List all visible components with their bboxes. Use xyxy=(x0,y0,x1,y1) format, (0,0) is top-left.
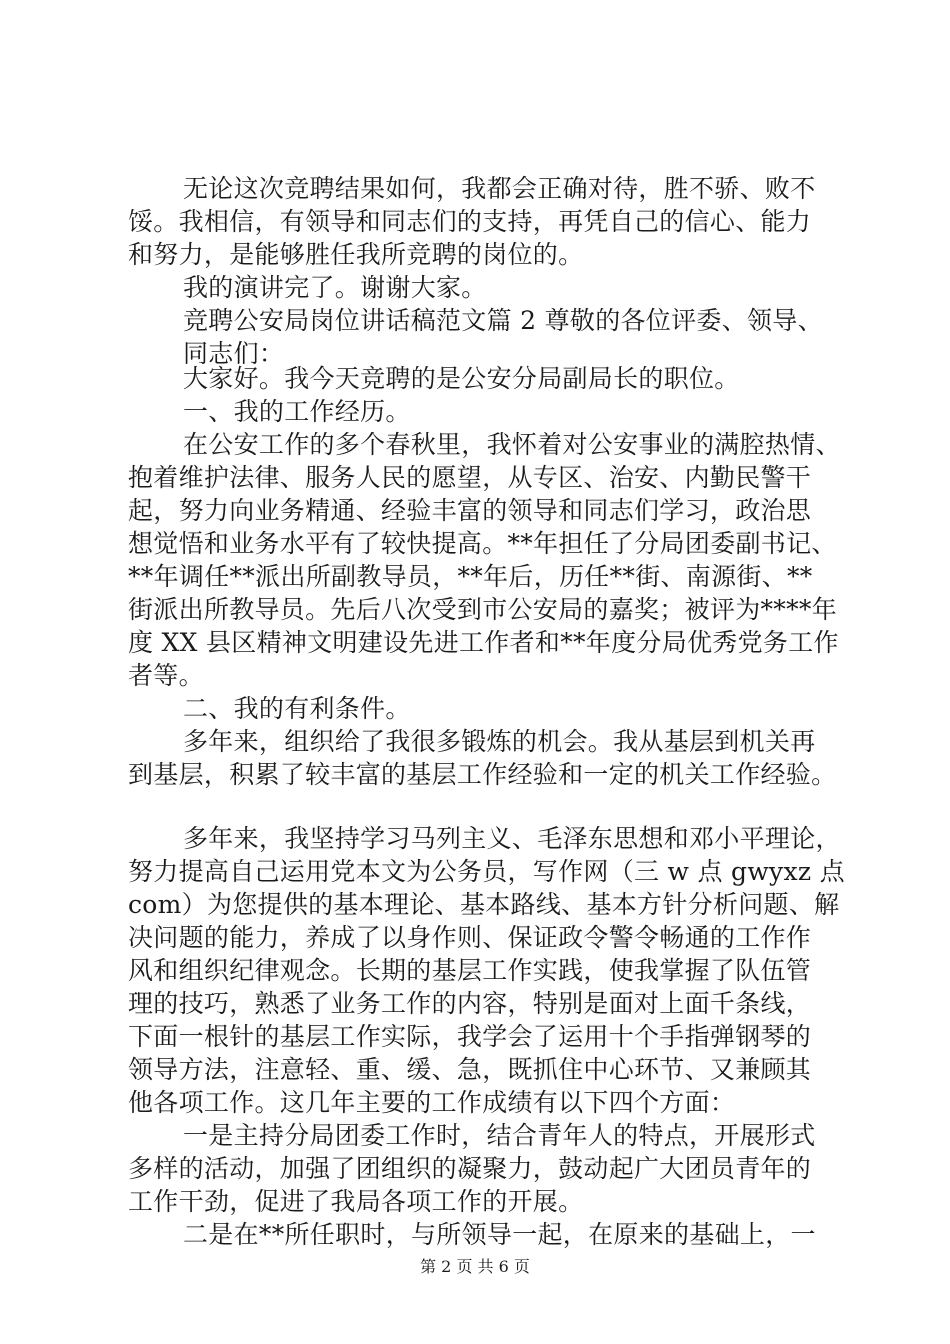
section-heading: 一、我的工作经历。 xyxy=(183,397,411,426)
text-line: 起，努力向业务精通、经验丰富的领导和同志们学习，政治思 xyxy=(128,496,812,525)
text-line: 竞聘公安局岗位讲话稿范文篇 2 尊敬的各位评委、领导、 xyxy=(183,306,823,335)
text-line: 二是在**所任职时，与所领导一起，在原来的基础上，一 xyxy=(183,1220,816,1249)
text-line: 一是主持分局团委工作时，结合青年人的特点，开展形式 xyxy=(183,1121,816,1150)
text-line: 多样的活动，加强了团组织的凝聚力，鼓动起广大团员青年的 xyxy=(128,1154,812,1183)
text-line: 努力提高自己运用党本文为公务员，写作网（三 w 点 gwyxz 点 xyxy=(128,857,845,886)
text-line: 馁。我相信，有领导和同志们的支持，再凭自己的信心、能力 xyxy=(128,207,812,236)
text-line: 多年来，组织给了我很多锻炼的机会。我从基层到机关再 xyxy=(183,727,816,756)
text-line: com）为您提供的基本理论、基本路线、基本方针分析问题、解 xyxy=(128,890,840,919)
text-line: 在公安工作的多个春秋里，我怀着对公安事业的满腔热情、 xyxy=(183,430,841,459)
text-line: 无论这次竞聘结果如何，我都会正确对待，胜不骄、败不 xyxy=(183,174,816,203)
text-line: 多年来，我坚持学习马列主义、毛泽东思想和邓小平理论， xyxy=(183,824,841,853)
text-line: 抱着维护法律、服务人民的愿望，从专区、治安、内勤民警干 xyxy=(128,463,812,492)
text-line: 到基层，积累了较丰富的基层工作经验和一定的机关工作经验。 xyxy=(128,760,837,789)
text-line: 他各项工作。这几年主要的工作成绩有以下四个方面： xyxy=(128,1088,736,1117)
text-line: 决问题的能力，养成了以身作则、保证政令警令畅通的工作作 xyxy=(128,923,812,952)
text-line: 大家好。我今天竞聘的是公安分局副局长的职位。 xyxy=(183,364,740,393)
text-line: 工作干劲，促进了我局各项工作的开展。 xyxy=(128,1187,584,1216)
text-line: 领导方法，注意轻、重、缓、急，既抓住中心环节、又兼顾其 xyxy=(128,1055,812,1084)
page-number-footer: 第 2 页 共 6 页 xyxy=(420,1257,530,1276)
text-line: 度 XX 县区精神文明建设先进工作者和**年度分局优秀党务工作 xyxy=(128,628,839,657)
text-line: 者等。 xyxy=(128,661,204,690)
text-line: 下面一根针的基层工作实际，我学会了运用十个手指弹钢琴的 xyxy=(128,1022,812,1051)
text-line: 和努力，是能够胜任我所竞聘的岗位的。 xyxy=(128,240,584,269)
text-line: 同志们： xyxy=(183,339,285,368)
text-line: **年调任**派出所副教导员，**年后，历任**街、南源街、** xyxy=(128,562,813,591)
text-line: 街派出所教导员。先后八次受到市公安局的嘉奖；被评为****年 xyxy=(128,595,838,624)
text-line: 我的演讲完了。谢谢大家。 xyxy=(183,273,487,302)
section-heading: 二、我的有利条件。 xyxy=(183,694,411,723)
text-line: 风和组织纪律观念。长期的基层工作实践，使我掌握了队伍管 xyxy=(128,956,812,985)
text-line: 理的技巧，熟悉了业务工作的内容，特别是面对上面千条线， xyxy=(128,989,812,1018)
text-line: 想觉悟和业务水平有了较快提高。**年担任了分局团委副书记、 xyxy=(128,529,837,558)
